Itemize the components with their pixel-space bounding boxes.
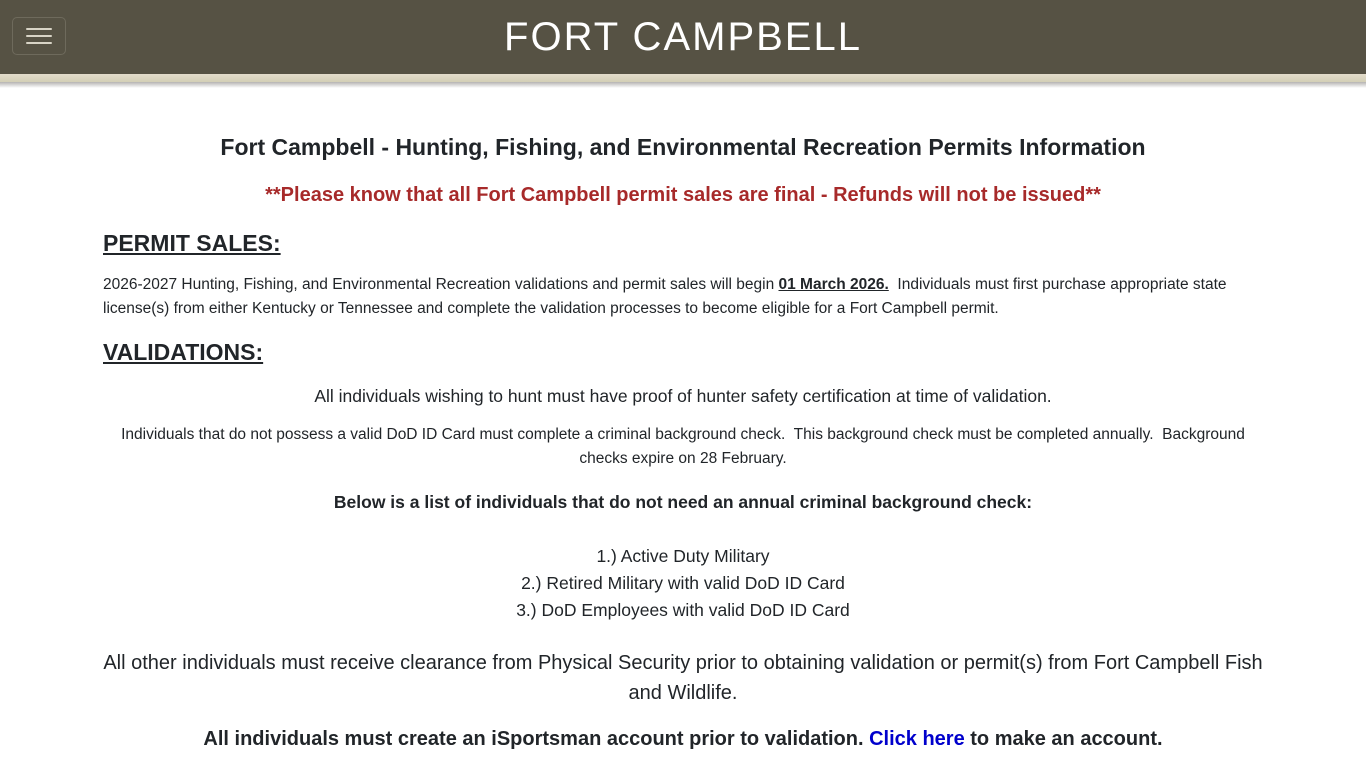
clearance-text: All other individuals must receive clearance from Physical Security prior to obtaining validation or permit(s) from Fort Campbell Fish and Wildlife. (103, 652, 1263, 704)
hunter-safety-text: All individuals wishing to hunt must have proof of hunter safety certification at time of validation. (314, 386, 1052, 406)
exempt-list (103, 543, 1263, 624)
permit-sales-text (103, 273, 1263, 321)
exempt-list-item: 2.) Retired Military with valid DoD ID Card (521, 573, 845, 593)
header-stripe (0, 74, 1366, 82)
exempt-list-item: 3.) DoD Employees with valid DoD ID Card (516, 600, 850, 620)
exempt-intro: Below is a list of individuals that do not need an annual criminal background check: (333, 492, 1033, 512)
create-account-link[interactable]: Click here (869, 728, 965, 750)
permit-sales-text-start: 2026-2027 Hunting, Fishing, and Environmental Recreation validations and permit sales will begin (103, 276, 779, 293)
background-check-text: Individuals that do not possess a valid DoD ID Card must complete a criminal background check. This background check must be completed annually. Background checks expire on 28 February. (121, 426, 1250, 467)
permit-sales-heading: PERMIT SALES: (103, 230, 281, 256)
account-text (103, 724, 1263, 754)
header-shadow (0, 82, 1366, 88)
page-title: Fort Campbell - Hunting, Fishing, and Environmental Recreation Permits Information (220, 134, 1146, 160)
sales-start-date: 01 March 2026. (778, 276, 889, 293)
validations-heading: VALIDATIONS: (103, 339, 264, 365)
site-header (0, 0, 1366, 74)
main-content (103, 132, 1263, 754)
site-title[interactable]: FORT CAMPBELL (504, 15, 862, 59)
permit-sales-text-end: Individuals must first purchase appropriate state license(s) from either Kentucky or Tennessee and complete the validation processes to become eligible for a Fort Campbell permit. (103, 276, 1231, 317)
account-text-end: to make an account. (964, 728, 1163, 750)
exempt-list-item: 1.) Active Duty Military (596, 546, 770, 566)
refund-notice: **Please know that all Fort Campbell permit sales are final - Refunds will not be issued** (265, 184, 1101, 206)
account-text-start: All individuals must create an iSportsman account prior to validation. (203, 728, 870, 750)
